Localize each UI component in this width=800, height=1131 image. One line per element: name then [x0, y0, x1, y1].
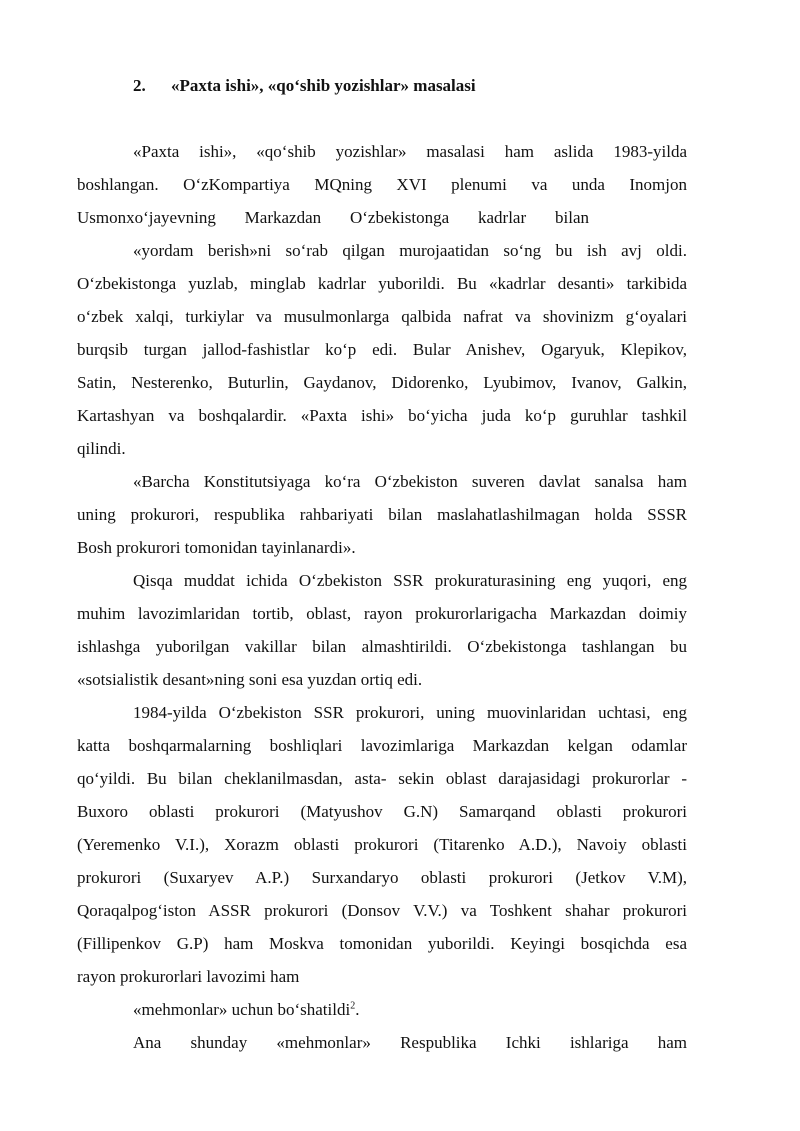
section-heading	[133, 76, 476, 96]
text-line: «Paxta ishi», «qo‘shib yozishlar» masalasi ham aslida 1983-yilda	[133, 142, 687, 161]
text-line: «sotsialistik desant»ning soni esa yuzdan ortiq edi.	[77, 670, 423, 689]
text-line: ishlashga yuborilgan vakillar bilan almashtirildi. O‘zbekistonga tashlangan bu	[77, 637, 687, 656]
text-line: Kartashyan va boshqalardir. «Paxta ishi» bo‘yicha juda ko‘p guruhlar tashkil	[77, 406, 687, 425]
text-line: rayon prokurorlari lavozimi ham	[77, 967, 300, 986]
text-line-with-footnote	[133, 1000, 687, 1020]
text-line: boshlangan. O‘zKompartiya MQning XVI plenumi va unda Inomjon	[77, 175, 687, 194]
text-line: (Fillipenkov G.P) ham Moskva tomonidan yuborildi. Keyingi bosqichda esa	[77, 934, 687, 953]
text-line: O‘zbekistonga yuzlab, minglab kadrlar yuborildi. Bu «kadrlar desanti» tarkibida	[77, 274, 687, 293]
text-line: qilindi.	[77, 439, 126, 458]
text-line: Satin, Nesterenko, Buturlin, Gaydanov, Didorenko, Lyubimov, Ivanov, Galkin,	[77, 373, 687, 392]
text-line: qo‘yildi. Bu bilan cheklanilmasdan, asta- sekin oblast darajasidagi prokurorlar -	[77, 769, 687, 788]
text-line: uning prokurori, respublika rahbariyati bilan maslahatlashilmagan holda SSSR	[77, 505, 687, 524]
text-line: o‘zbek xalqi, turkiylar va musulmonlarga qalbida nafrat va shovinizm g‘oyalari	[77, 307, 687, 326]
text-span: «mehmonlar» uchun bo‘shatildi	[133, 1000, 351, 1019]
text-line: Bosh prokurori tomonidan tayinlanardi».	[77, 538, 356, 557]
text-line: «yordam berish»ni so‘rab qilgan murojaatidan so‘ng bu ish avj oldi.	[133, 241, 687, 260]
text-line: Usmonxo‘jayevning Markazdan O‘zbekistonga kadrlar bilan	[77, 208, 589, 227]
text-line: burqsib turgan jallod-fashistlar ko‘p edi. Bular Anishev, Ogaryuk, Klepikov,	[77, 340, 687, 359]
text-line: prokurori (Suxaryev A.P.) Surxandaryo oblasti prokurori (Jetkov V.M),	[77, 868, 687, 887]
text-line: 1984-yilda O‘zbekiston SSR prokurori, uning muovinlaridan uchtasi, eng	[133, 703, 687, 722]
text-line: Qoraqalpog‘iston ASSR prokurori (Donsov V.V.) va Toshkent shahar prokurori	[77, 901, 687, 920]
text-span: .	[355, 1000, 360, 1019]
text-line: (Yeremenko V.I.), Xorazm oblasti prokurori (Titarenko A.D.), Navoiy oblasti	[77, 835, 687, 854]
section-title: «Paxta ishi», «qo‘shib yozishlar» masalasi	[171, 76, 476, 95]
text-line: «Barcha Konstitutsiyaga ko‘ra O‘zbekiston suveren davlat sanalsa ham	[133, 472, 687, 491]
text-line: Ana shunday «mehmonlar» Respublika Ichki ishlariga ham	[133, 1033, 687, 1052]
text-line: Qisqa muddat ichida O‘zbekiston SSR prokuraturasining eng yuqori, eng	[133, 571, 687, 590]
text-line: muhim lavozimlaridan tortib, oblast, rayon prokurorlarigacha Markazdan doimiy	[77, 604, 687, 623]
footnote-ref[interactable]: 2	[350, 1000, 356, 1012]
section-number: 2.	[133, 76, 146, 95]
text-line: Buxoro oblasti prokurori (Matyushov G.N) Samarqand oblasti prokurori	[77, 802, 687, 821]
text-line: katta boshqarmalarning boshliqlari lavozimlariga Markazdan kelgan odamlar	[77, 736, 687, 755]
